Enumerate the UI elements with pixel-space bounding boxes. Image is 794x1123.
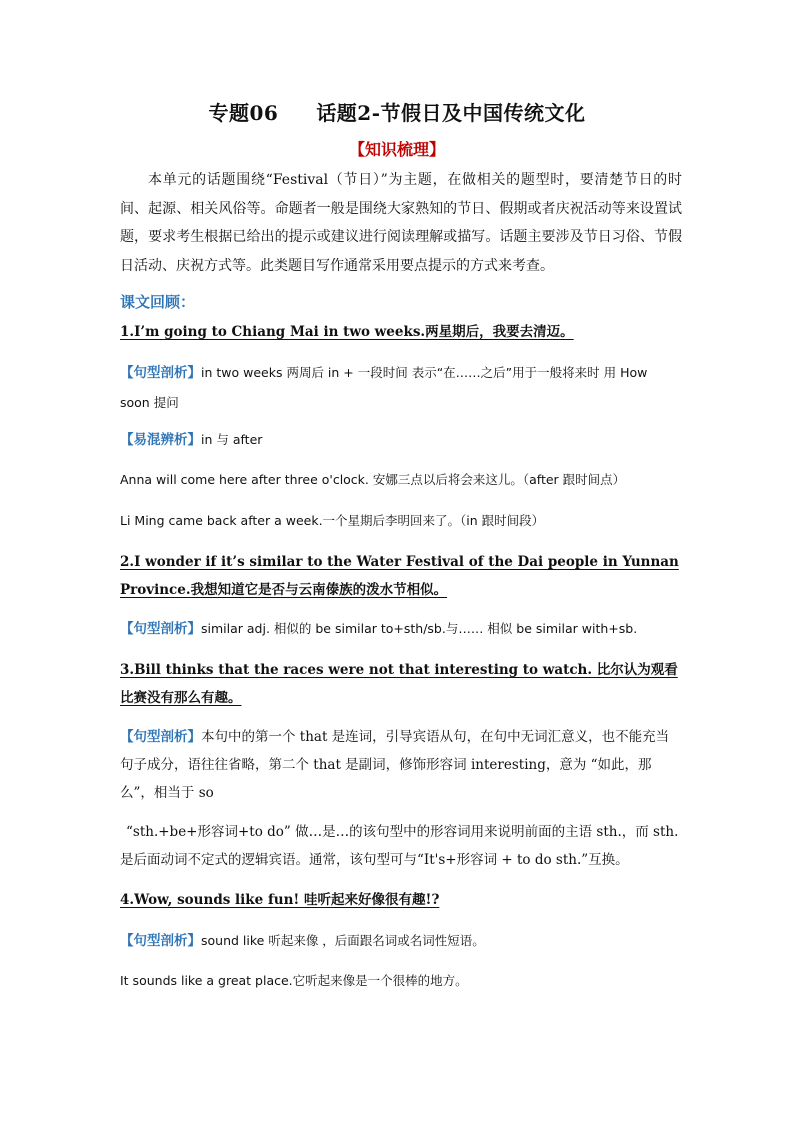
analysis-text: similar adj. 相似的 be similar to+sth/sb.与…… 相似 be similar with+sb. [201, 621, 638, 636]
page-title [0, 97, 794, 126]
analysis-tag: 【句型剖析】 [120, 365, 201, 381]
sentence-2: 2.I wonder if it’s similar to the Water Festival of the Dai people in Yunnan Province.我想知道它是否与云南傣族的泼水节相似。 [120, 554, 679, 598]
review-heading: 课文回顾： [120, 293, 196, 311]
intro-paragraph: 本单元的话题围绕“Festival（节日）”为主题，在做相关的题型时，要清楚节日的时间、起源、相关风俗等。命题者一般是围绕大家熟知的节日、假期或者庆祝活动等来设置试题，要求考生根据已给出的提示或建议进行阅读理解或描写。话题主要涉及节日习俗、节假日活动、庆祝方式等。此类题目写作通常采用要点提示的方式来考查。 [120, 172, 682, 274]
analysis-text: 本句中的第一个 that 是连词，引导宾语从句，在句中无词汇意义，也不能充当句子成分，语往往省略，第二个 that 是副词，修饰形容词 interesting，意为 “如此，那么”，相当于 so [120, 729, 670, 801]
sentence-1: 1.I’m going to Chiang Mai in two weeks.两星期后，我要去清迈。 [120, 324, 574, 340]
sentence-1-example-1: Anna will come here after three o'clock. 安娜三点以后将会来这儿。（after 跟时间点） [120, 472, 626, 487]
sentence-1-example-2: Li Ming came back after a week.一个星期后李明回来了。（in 跟时间段） [120, 513, 545, 528]
analysis-text: in two weeks 两周后 in + 一段时间 表示“在……之后”用于一般将来时 用 How soon 提问 [120, 365, 648, 410]
analysis-tag: 【句型剖析】 [120, 729, 201, 745]
sentence-4-analysis [120, 927, 680, 955]
sentence-1-confusion [120, 426, 680, 454]
sentence-1-analysis [120, 358, 680, 418]
confusion-text: in 与 after [201, 432, 263, 447]
section-subtitle: 【知识梳理】 [348, 140, 445, 159]
analysis-tag: 【句型剖析】 [120, 621, 201, 637]
confusion-tag: 【易混辨析】 [120, 432, 201, 448]
sentence-3: 3.Bill thinks that the races were not that interesting to watch. 比尔认为观看比赛没有那么有趣。 [120, 662, 678, 706]
analysis-tag: 【句型剖析】 [120, 933, 201, 949]
sentence-2-analysis [120, 615, 680, 643]
sentence-4: 4.Wow, sounds like fun! 哇听起来好像很有趣!? [120, 892, 440, 908]
analysis-text: sound like 听起来像 ，后面跟名词或名词性短语。 [201, 933, 485, 948]
title-topic-number: 专题06 [208, 101, 279, 125]
title-topic-name: 话题2-节假日及中国传统文化 [316, 101, 586, 125]
sentence-4-example: It sounds like a great place.它听起来像是一个很棒的地方。 [120, 973, 468, 988]
sentence-3-analysis [120, 723, 680, 807]
sentence-3-pattern: “sth.+be+形容词+to do” 做…是…的该句型中的形容词用来说明前面的主语 sth.，而 sth.是后面动词不定式的逻辑宾语。通常，该句型可与“It's+形容词 + to do sth.”互换。 [120, 824, 679, 868]
